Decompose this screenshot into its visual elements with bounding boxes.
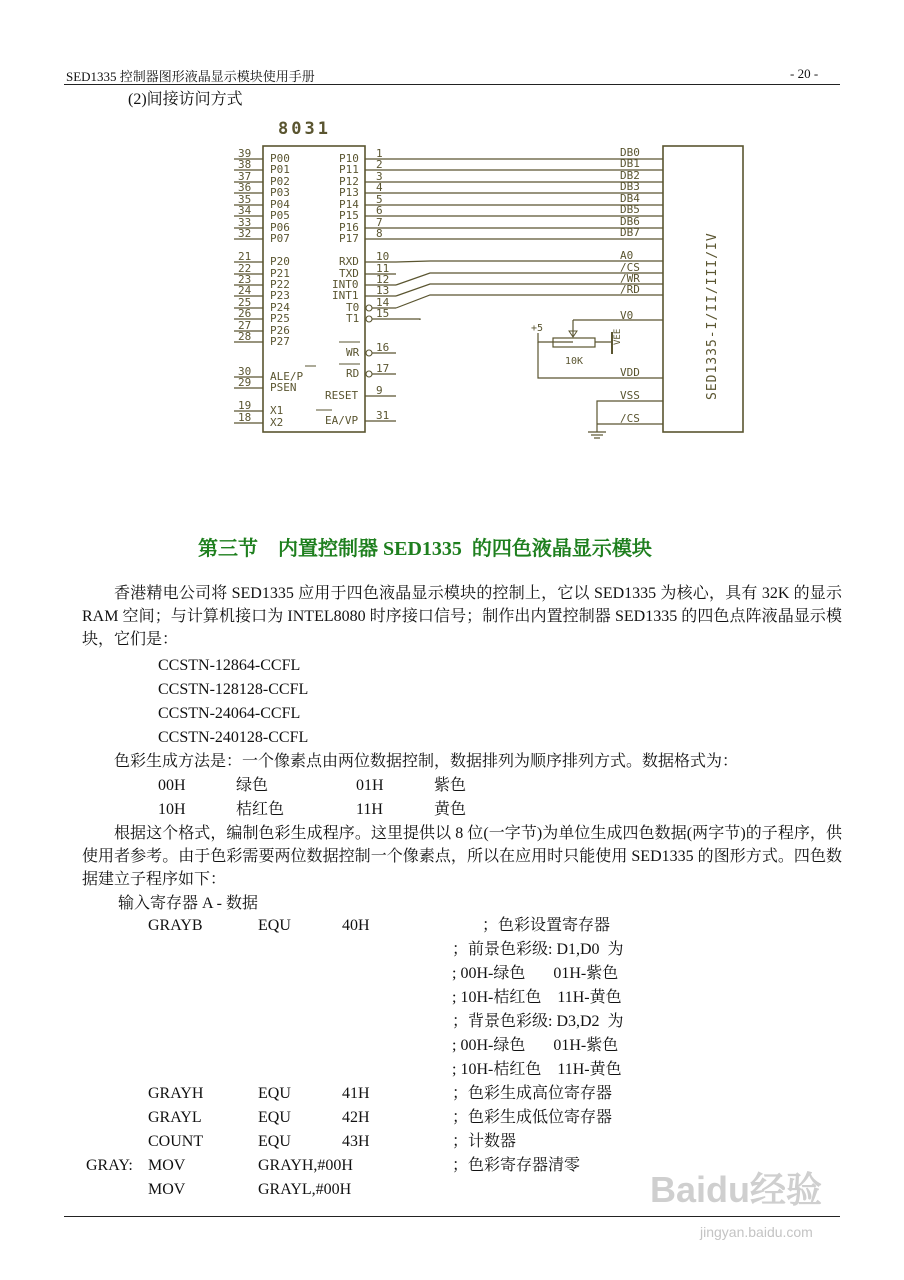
- plus5-label: +5: [531, 323, 544, 334]
- pin-number: 33: [238, 216, 252, 229]
- module-pin-label: V0: [620, 309, 634, 322]
- color-code: 01H: [356, 777, 384, 794]
- pin-number: 3: [376, 170, 383, 183]
- pin-number: 39: [238, 147, 252, 160]
- pin-name: P03: [270, 186, 290, 199]
- pin-name: P02: [270, 175, 290, 188]
- pin-number: 4: [376, 181, 383, 194]
- pin-number: 36: [238, 181, 252, 194]
- code-comment: ；色彩生成低位寄存器: [452, 1109, 613, 1126]
- pin-name: P11: [339, 163, 359, 176]
- code-op: MOV: [148, 1157, 186, 1174]
- pin-name: P15: [339, 209, 359, 222]
- module-pin-label: /CS: [620, 261, 640, 274]
- pin-name: P22: [270, 278, 290, 291]
- code-op: COUNT: [148, 1133, 204, 1150]
- section-title: 第三节 内置控制器 SED1335 的四色液晶显示模块: [198, 538, 652, 560]
- inversion-bubble: [366, 350, 372, 356]
- pin-number: 12: [376, 273, 390, 286]
- pin-number: 7: [376, 216, 383, 229]
- color-method: 色彩生成方法是：一个像素点由两位数据控制，数据排列为顺序排列方式。数据格式为：: [114, 753, 739, 770]
- pin-number: 23: [238, 273, 252, 286]
- pin-name: INT0: [332, 278, 359, 291]
- code-val: 43H: [342, 1133, 370, 1150]
- pin-name: PSEN: [270, 381, 297, 394]
- pin-number: 5: [376, 193, 383, 206]
- pin-number: 32: [238, 227, 252, 240]
- pin-name: X2: [270, 416, 284, 429]
- pin-number: 37: [238, 170, 252, 183]
- lcd-module: [663, 146, 743, 432]
- pin-number: 13: [376, 284, 390, 297]
- chip-left-pins: [234, 147, 316, 429]
- code-comment: ；色彩生成高位寄存器: [452, 1085, 613, 1102]
- pin-name: RD: [346, 367, 360, 380]
- pin-name: WR: [346, 346, 360, 359]
- module-pin-label: DB5: [620, 203, 640, 216]
- code-val: 40H: [342, 917, 370, 934]
- color-name: 黄色: [434, 801, 467, 818]
- code-arg: EQU: [258, 917, 291, 934]
- pin-number: 38: [238, 158, 252, 171]
- pin-number: 8: [376, 227, 383, 240]
- pin-number: 28: [238, 330, 252, 343]
- pin-number: 26: [238, 307, 252, 320]
- pin-name: RXD: [339, 255, 359, 268]
- pin-name: INT1: [332, 289, 359, 302]
- module-pin-label: DB7: [620, 226, 640, 239]
- module-name: SED1335-I/II/III/IV: [705, 232, 720, 400]
- inversion-bubble: [366, 316, 372, 322]
- pin-name: P26: [270, 324, 290, 337]
- color-code: 11H: [356, 801, 383, 818]
- module-pin-label: DB6: [620, 215, 640, 228]
- pin-name: P14: [339, 198, 359, 211]
- model-4: CCSTN-240128-CCFL: [158, 729, 309, 746]
- pin-number: 1: [376, 147, 383, 160]
- header-title: SED1335 控制器图形液晶显示模块使用手册: [66, 69, 315, 84]
- code-op: MOV: [148, 1181, 186, 1198]
- input-register: 输入寄存器 A - 数据: [118, 895, 259, 912]
- pin-name: T0: [346, 301, 360, 314]
- code-arg: EQU: [258, 1109, 291, 1126]
- module-pin-label: A0: [620, 249, 634, 262]
- code-arg: EQU: [258, 1133, 291, 1150]
- pin-number: 31: [376, 409, 390, 422]
- vee-label: VEE: [613, 328, 623, 345]
- pin-name: P04: [270, 198, 290, 211]
- code-op: GRAYL: [148, 1109, 202, 1126]
- code-val: 42H: [342, 1109, 370, 1126]
- pin-name: P24: [270, 301, 290, 314]
- module-pin-label: VSS: [620, 389, 640, 402]
- code-comment: ; 00H-绿色 01H-紫色: [452, 1037, 619, 1054]
- pin-name: P13: [339, 186, 359, 199]
- pin-name: P05: [270, 209, 290, 222]
- code-comment: ; 00H-绿色 01H-紫色: [452, 965, 619, 982]
- pin-number: 34: [238, 204, 252, 217]
- pin-number: 19: [238, 399, 252, 412]
- pin-name: P17: [339, 232, 359, 245]
- code-op: GRAYH: [148, 1085, 204, 1102]
- code-comment: ；色彩寄存器清零: [452, 1157, 581, 1174]
- page-number: - 20 -: [790, 66, 819, 81]
- pin-number: 18: [238, 411, 252, 424]
- color-name: 绿色: [236, 777, 269, 794]
- inversion-bubble: [366, 371, 372, 377]
- pin-name: P12: [339, 175, 359, 188]
- pin-name: P25: [270, 312, 290, 325]
- subsection-title: (2)间接访问方式: [128, 91, 243, 108]
- code-comment: ; 10H-桔红色 11H-黄色: [452, 989, 622, 1006]
- pin-name: P06: [270, 221, 290, 234]
- module-pin-label: DB1: [620, 157, 640, 170]
- pin-number: 9: [376, 384, 383, 397]
- pin-number: 24: [238, 284, 252, 297]
- code-comment: ; 10H-桔红色 11H-黄色: [452, 1061, 622, 1078]
- pin-name: ALE/P: [270, 370, 304, 383]
- pin-name: P20: [270, 255, 290, 268]
- pin-number: 6: [376, 204, 383, 217]
- pin-name: X1: [270, 404, 284, 417]
- pin-name: P07: [270, 232, 290, 245]
- code-comment: ；计数器: [452, 1133, 517, 1150]
- module-pin-label: DB2: [620, 169, 640, 182]
- pin-number: 22: [238, 262, 252, 275]
- pin-name: EA/VP: [325, 414, 359, 427]
- chip-right-pins: [316, 147, 396, 427]
- code-arg: EQU: [258, 1085, 291, 1102]
- pin-number: 16: [376, 341, 390, 354]
- footer-rule: [64, 1216, 840, 1217]
- pin-number: 10: [376, 250, 390, 263]
- model-2: CCSTN-128128-CCFL: [158, 681, 309, 698]
- pin-number: 35: [238, 193, 252, 206]
- pin-name: P00: [270, 152, 290, 165]
- circuit-schematic: [0, 0, 904, 460]
- control-wire: [396, 319, 420, 320]
- inversion-bubble: [366, 305, 372, 311]
- model-3: CCSTN-24064-CCFL: [158, 705, 301, 722]
- pin-number: 17: [376, 362, 390, 375]
- color-name: 紫色: [434, 777, 467, 794]
- intro-paragraph: 香港精电公司将 SED1335 应用于四色液晶显示模块的控制上，它以 SED1335 为核心，具有 32K 的显示 RAM 空间；与计算机接口为 INTEL8080 时序接口信号；制作出内置控制器 SED1335 的四色点阵液晶显示模块，它们是：: [82, 585, 842, 648]
- pin-name: T1: [346, 312, 360, 325]
- code-op: GRAYB: [148, 917, 203, 934]
- pin-number: 25: [238, 296, 252, 309]
- pot-label: 10K: [565, 356, 584, 367]
- color-name: 桔红色: [236, 801, 285, 818]
- module-pin-label: DB0: [620, 146, 640, 159]
- module-pin-label: DB3: [620, 180, 640, 193]
- pin-name: P27: [270, 335, 290, 348]
- module-pin-label: /CS: [620, 412, 640, 425]
- pin-number: 27: [238, 319, 252, 332]
- pin-name: RESET: [325, 389, 359, 402]
- code-comment: ；背景色彩级: D3,D2 为: [452, 1013, 624, 1030]
- pin-number: 2: [376, 158, 383, 171]
- module-pin-labels: [620, 146, 640, 425]
- model-1: CCSTN-12864-CCFL: [158, 657, 301, 674]
- pin-name: TXD: [339, 267, 359, 280]
- code-arg: GRAYL,#00H: [258, 1181, 352, 1198]
- pin-name: P01: [270, 163, 290, 176]
- pin-number: 11: [376, 262, 390, 275]
- pin-name: P21: [270, 267, 290, 280]
- pin-name: P10: [339, 152, 359, 165]
- code-val: 41H: [342, 1085, 370, 1102]
- code-comment: ；色彩设置寄存器: [482, 917, 611, 934]
- control-wire: [396, 295, 663, 308]
- pin-number: 29: [238, 376, 252, 389]
- pin-name: P23: [270, 289, 290, 302]
- code-comment: ；前景色彩级: D1,D0 为: [452, 941, 624, 958]
- pin-number: 30: [238, 365, 252, 378]
- module-pin-label: /WR: [620, 272, 640, 285]
- code-arg: GRAYH,#00H: [258, 1157, 353, 1174]
- pin-name: P16: [339, 221, 359, 234]
- program-intro: 根据这个格式，编制色彩生成程序。这里提供以 8 位(一字节)为单位生成四色数据(两字节)的子程序，供使用者参考。由于色彩需要两位数据控制一个像素点，所以在应用时只能使用 SED1335 的图形方式。四色数据建立子程序如下：: [82, 825, 842, 888]
- module-pin-label: VDD: [620, 366, 640, 379]
- color-code: 00H: [158, 777, 186, 794]
- pin-number: 15: [376, 307, 390, 320]
- color-code: 10H: [158, 801, 186, 818]
- watermark-url: jingyan.baidu.com: [700, 1224, 813, 1240]
- code-label: GRAY:: [86, 1157, 133, 1174]
- pin-number: 21: [238, 250, 252, 263]
- pin-number: 14: [376, 296, 390, 309]
- watermark-brand: Baidu经验: [650, 1169, 823, 1210]
- module-pin-label: /RD: [620, 283, 640, 296]
- chip-name: 8031: [278, 119, 331, 139]
- module-pin-label: DB4: [620, 192, 640, 205]
